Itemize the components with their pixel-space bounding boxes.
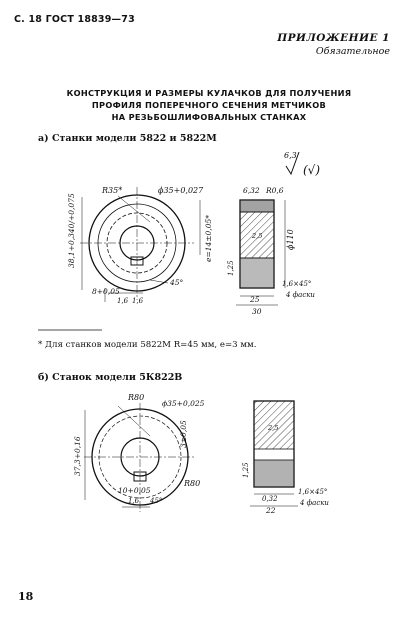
roughness-symbol-icon	[284, 151, 320, 177]
a-key-depth: 1,6	[132, 297, 144, 305]
a-side-dim-left: 1,25	[227, 260, 235, 276]
a-side-dim-bottom-1: 25	[250, 295, 260, 304]
b-side-chamfer-top: 0,32	[262, 495, 278, 503]
b-radius-bottom: R80	[184, 479, 201, 488]
b-side-chamfer-note: 4 фаски	[300, 499, 329, 507]
a-side-dim-bottom-2: 30	[252, 307, 262, 316]
a-key-width: 1,6	[117, 297, 129, 305]
document-title-line-2: ПРОФИЛЯ ПОПЕРЕЧНОГО СЕЧЕНИЯ МЕТЧИКОВ	[91, 100, 327, 110]
b-diameter-label: ϕ35+0,025	[162, 399, 205, 408]
b-key-width: 1,6	[128, 497, 140, 505]
roughness-extra: (√)	[303, 163, 321, 177]
a-e-label: е=14±0,05*	[204, 215, 213, 262]
a-diameter-label: ϕ35+0,027	[158, 186, 204, 195]
b-key-label: 10+0,05	[118, 486, 151, 495]
a-side-diameter: ϕ110	[286, 229, 295, 250]
a-side-chamfer-top: 6,32	[243, 186, 260, 195]
document-title-line-1: КОНСТРУКЦИЯ И РАЗМЕРЫ КУЛАЧКОВ ДЛЯ ПОЛУЧЕНИЯ	[66, 88, 352, 98]
a-side-roughness: 2,5	[252, 232, 263, 240]
b-radius-top: R80	[128, 393, 145, 402]
footnote: * Для станков модели 5822М R=45 мм, е=3 мм.	[38, 340, 257, 350]
section-a-label: а) Станки модели 5822 и 5822М	[38, 133, 217, 144]
document-title-line-3: НА РЕЗЬБОШЛИФОВАЛЬНЫХ СТАНКАХ	[111, 112, 307, 122]
b-side-chamfer-bottom: 1,6×45°	[298, 488, 328, 496]
appendix-status: Обязательное	[315, 46, 390, 57]
a-width-label: 38,1+0,340/+0,075	[67, 193, 76, 268]
a-side-chamfer-bottom: 1,6×45°	[282, 280, 312, 288]
roughness-value: 6,3	[284, 151, 297, 160]
section-a-side-view	[236, 200, 285, 305]
section-b-side-view	[250, 401, 298, 506]
b-side-roughness: 2,5	[268, 424, 279, 432]
a-side-chamfer-note: 4 фаски	[286, 291, 315, 299]
b-angle-label: 45°	[150, 497, 163, 505]
a-side-r-top: R0,6	[266, 186, 284, 195]
a-key-label: 8+0,05	[92, 287, 120, 296]
page-header-reference: С. 18 ГОСТ 18839—73	[14, 14, 135, 25]
b-width-label: 37,3+0,16	[73, 436, 82, 476]
b-side-dim-bottom: 22	[266, 506, 276, 515]
section-b-label: б) Станок модели 5К822В	[38, 372, 183, 383]
b-side-dim-left: 1,25	[242, 462, 250, 478]
appendix-title: ПРИЛОЖЕНИЕ 1	[277, 32, 390, 44]
section-b-front-view	[84, 403, 196, 512]
a-radius-label: R35*	[102, 186, 123, 195]
page-number: 18	[18, 590, 34, 603]
a-angle-label: 45°	[170, 278, 184, 287]
b-e-label: 3±0,05	[179, 420, 188, 448]
